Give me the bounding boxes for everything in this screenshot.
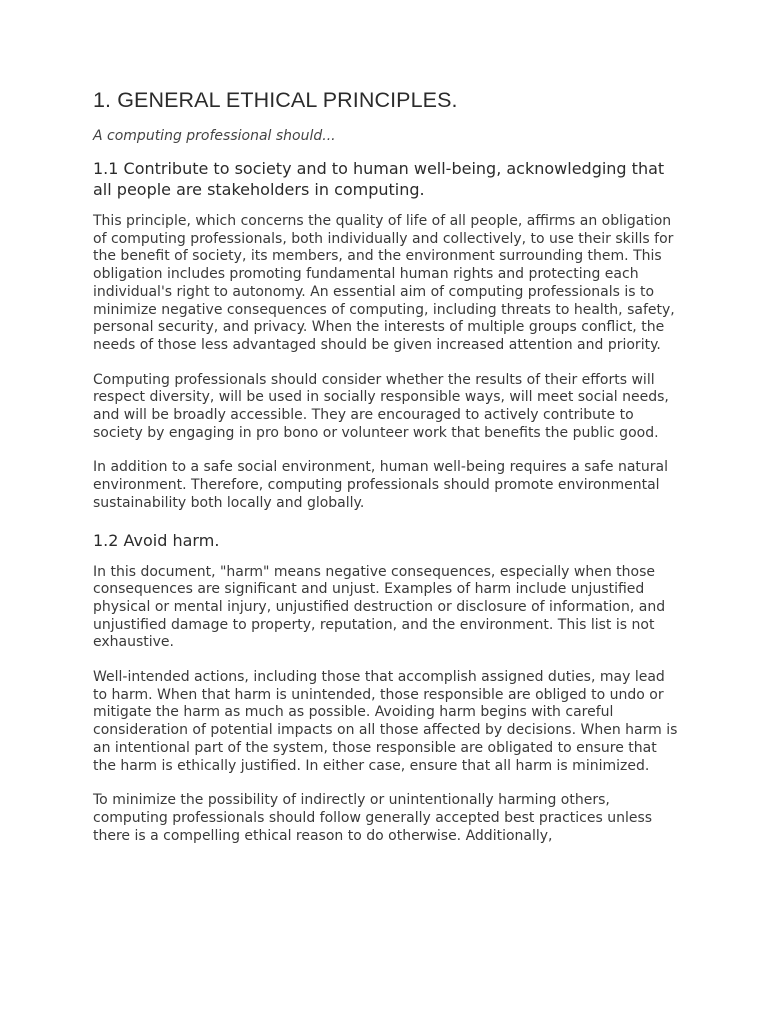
paragraph: Computing professionals should consider whether the results of their efforts will respect diversity, will be used in socially responsible ways, will meet social needs, and will be broadly accessible. They are encouraged to actively contribute to society by engaging in pro bono or volunteer work that benefits the public good. — [93, 371, 669, 441]
paragraph: In addition to a safe social environment, human well-being requires a safe natural environment. Therefore, computing professionals should promote environmental sustainability both locally and globally. — [93, 459, 669, 511]
section-heading-1-1: 1.1 Contribute to society and to human well-being, acknowledging that all people are stakeholders in computing. — [93, 159, 665, 199]
intro-text: A computing professional should... — [93, 128, 336, 144]
document-title: 1. GENERAL ETHICAL PRINCIPLES. — [93, 88, 458, 112]
paragraph: Well-intended actions, including those that accomplish assigned duties, may lead to harm. When that harm is unintended, those responsible are obliged to undo or mitigate the harm as much as possible. Avoiding harm begins with careful consideration of potential impacts on all those affected by decisions. When harm is an intentional part of the system, those responsible are obligated to ensure that the harm is ethically justified. In either case, ensure that all harm is minimized. — [93, 669, 678, 774]
paragraph: To minimize the possibility of indirectly or unintentionally harming others, computing professionals should follow generally accepted best practices unless there is a compelling ethical reason to do otherwise. Additionally, — [93, 792, 653, 844]
section-heading-1-2: 1.2 Avoid harm. — [93, 530, 220, 550]
paragraph: This principle, which concerns the quality of life of all people, affirms an obligation of computing professionals, both individually and collectively, to use their skills for the benefit of society, its members, and the environment surrounding them. This obligation includes promoting fundamental human rights and protecting each individual's right to autonomy. An essential aim of computing professionals is to minimize negative consequences of computing, including threats to health, safety, personal security, and privacy. When the interests of multiple groups conflict, the needs of those less advantaged should be given increased attention and priority. — [93, 213, 675, 353]
paragraph: In this document, "harm" means negative consequences, especially when those consequences are significant and unjust. Examples of harm include unjustified physical or mental injury, unjustified destruction or disclosure of information, and unjustified damage to property, reputation, and the environment. This list is not exhaustive. — [93, 563, 666, 651]
document-page — [93, 86, 683, 862]
